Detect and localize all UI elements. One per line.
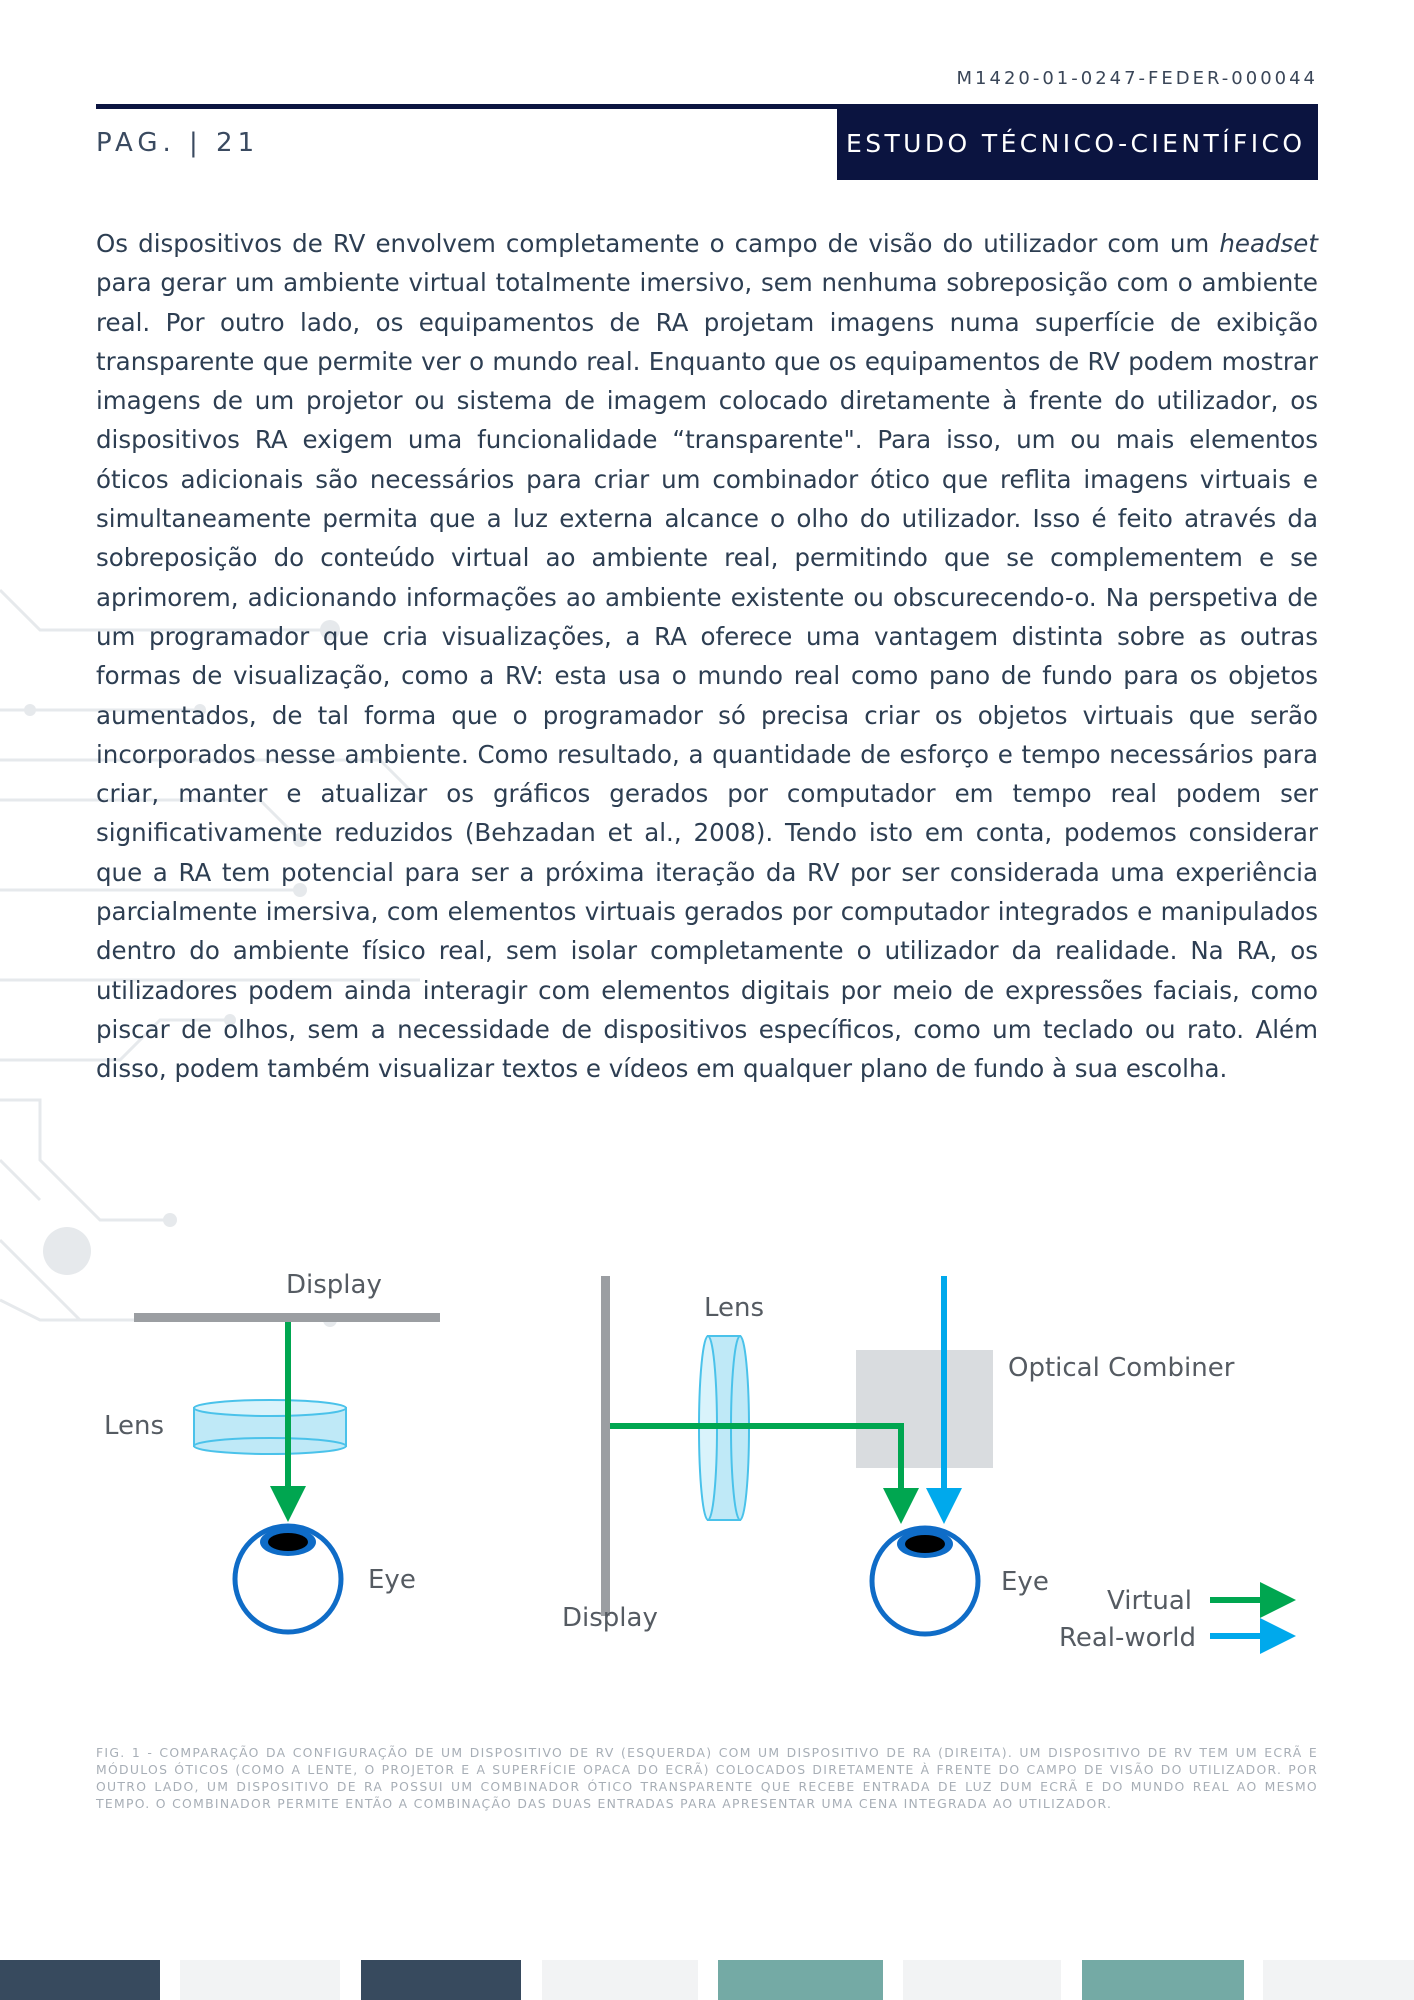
- vr-eye-icon: [235, 1526, 341, 1632]
- footer-bar-segment: [361, 1960, 521, 2000]
- ar-display-label: Display: [562, 1603, 658, 1633]
- footer-bar-segment: [0, 1960, 160, 2000]
- vr-ar-comparison-figure: [96, 1250, 1318, 1670]
- document-title-banner: [837, 106, 1329, 180]
- legend-virtual-label: Virtual: [1107, 1586, 1192, 1616]
- figure-caption: FIG. 1 - COMPARAÇÃO DA CONFIGURAÇÃO DE UM DISPOSITIVO DE RV (ESQUERDA) COM UM DISPOSITIVO DE RA (DIREITA). UM DISPOSITIVO DE RV TEM UM ECRÃ E MÓDULOS ÓTICOS (COMO A LENTE, O PROJETOR E A SUPERFÍCIE OPACA DO ECRÃ) COLOCADOS DIRETAMENTE À FRENTE DO CAMPO DE VISÃO DO UTILIZADOR. POR OUTRO LADO, UM DISPOSITIVO DE RA POSSUI UM COMBINADOR ÓTICO TRANSPARENTE QUE RECEBE ENTRADA DE LUZ DUM ECRÃ E DO MUNDO REAL AO MESMO TEMPO. O COMBINADOR PERMITE ENTÃO A COMBINAÇÃO DAS DUAS ENTRADAS PARA APRESENTAR UMA CENA INTEGRADA AO UTILIZADOR.: [96, 1745, 1318, 1811]
- body-text-segment: Os dispositivos de RV envolvem completamente o campo de visão do utilizador com um: [96, 229, 1220, 258]
- vr-eye-label: Eye: [368, 1565, 416, 1595]
- footer-bar-segment: [718, 1960, 883, 2000]
- figure-legend: [1059, 1586, 1278, 1653]
- ar-eye-icon: [872, 1528, 978, 1634]
- body-text-segment: para gerar um ambiente virtual totalmente imersivo, sem nenhuma sobreposição com o ambiente real. Por outro lado, os equipamentos de RA projetam imagens numa superfície de exibição transparente que permite ver o mundo real. Enquanto que os equipamentos de RV podem mostrar imagens de um projetor ou sistema de imagem colocado diretamente à frente do utilizador, os dispositivos RA exigem uma funcionalidade “transparente". Para isso, um ou mais elementos óticos adicionais são necessários para criar um combinador ótico que reflita imagens virtuais e simultaneamente permita que a luz externa alcance o olho do utilizador. Isso é feito através da sobreposição do conteúdo virtual ao ambiente real, permitindo que se complementem e se aprimorem, adicionando informações ao ambiente existente ou obscurecendo-o. Na perspetiva de um programador que cria visualizações, a RA oferece uma vantagem distinta sobre as outras formas de visualização, como a RV: esta usa o mundo real como pano de fundo para os objetos aumentados, de tal forma que o programador só precisa criar os objetos virtuais que serão incorporados nesse ambiente. Como resultado, a quantidade de esforço e tempo necessários para criar, manter e atualizar os gráficos gerados por computador em tempo real podem ser significativamente reduzidos (Behzadan et al., 2008). Tendo isto em conta, podemos considerar que a RA tem potencial para ser a próxima iteração da RV por ser considerada uma experiência parcialmente imersiva, com elementos virtuais gerados por computador integrados e manipulados dentro do ambiente físico real, sem isolar completamente o utilizador da realidade. Na RA, os utilizadores podem ainda interagir com elementos digitais por meio de expressões faciais, como piscar de olhos, sem a necessidade de dispositivos específicos, como um teclado ou rato. Além disso, podem também visualizar textos e vídeos em qualquer plano de fundo à sua escolha.: [96, 268, 1318, 1084]
- vr-display-bar: [134, 1313, 440, 1322]
- ar-eye-label: Eye: [1001, 1567, 1049, 1597]
- page-number: PAG. | 21: [96, 128, 260, 158]
- project-code: M1420-01-0247-FEDER-000044: [956, 68, 1318, 89]
- body-emphasis: headset: [1219, 229, 1318, 258]
- footer-bar-segment: [1263, 1960, 1414, 2000]
- vr-lens-label: Lens: [104, 1411, 165, 1441]
- optical-combiner-label: Optical Combiner: [1008, 1353, 1235, 1383]
- body-paragraph: [96, 224, 1318, 1089]
- footer-bar-segment: [1082, 1960, 1244, 2000]
- footer-bar-segment: [903, 1960, 1061, 2000]
- ar-lens-label: Lens: [704, 1293, 765, 1323]
- ar-diagram: [562, 1276, 1235, 1634]
- vr-display-label: Display: [286, 1270, 382, 1300]
- ar-display-bar: [601, 1276, 610, 1616]
- footer-bar-segment: [180, 1960, 340, 2000]
- document-title: ESTUDO TÉCNICO-CIENTÍFICO |: [846, 128, 1329, 158]
- legend-real-world-label: Real-world: [1058, 1623, 1196, 1653]
- vr-lens: [194, 1400, 346, 1454]
- vr-diagram: [104, 1270, 440, 1632]
- footer-bar-segment: [542, 1960, 698, 2000]
- optical-combiner: [856, 1350, 993, 1468]
